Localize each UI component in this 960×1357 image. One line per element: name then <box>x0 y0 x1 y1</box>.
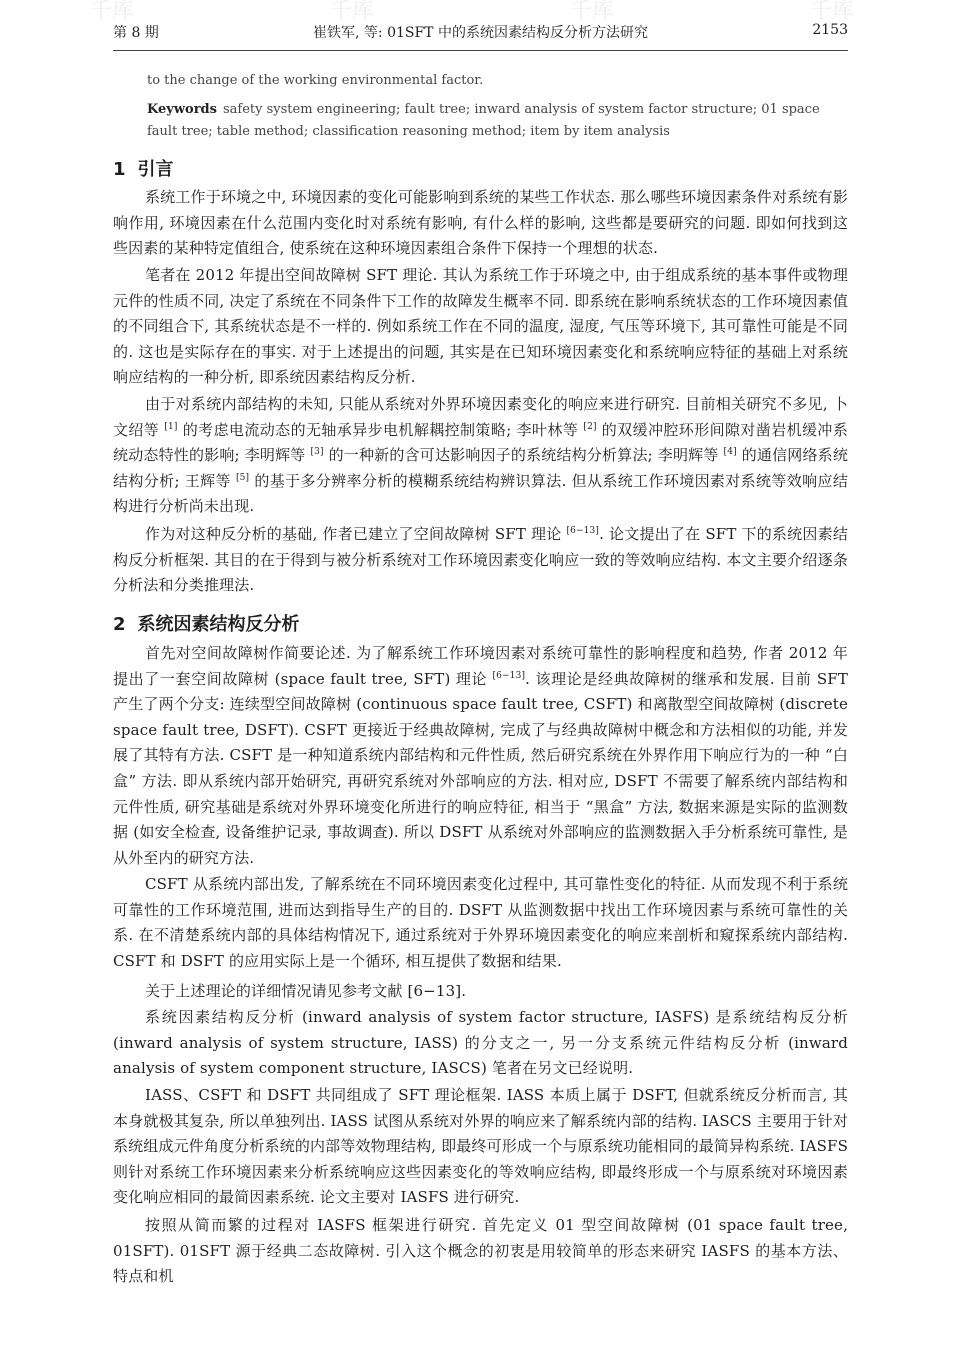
citation: [1] <box>164 421 178 432</box>
paragraph-text: 作为对这种反分析的基础, 作者已建立了空间故障树 SFT 理论 <box>145 525 567 543</box>
watermark: 千库 <box>90 0 135 24</box>
paragraph-text: 的基于多分辨率分析的模糊系统结构辨识算法. 但从系统工作环境因素对系统等效响应结构进行分析尚未出现. <box>113 471 848 516</box>
section-number: 1 <box>113 159 126 180</box>
paragraph: 系统因素结构反分析 (inward analysis of system factor structure, IASFS) 是系统结构反分析 (inward analysis of system structure, IASS) 的分支之一, 另一分支系统元件结构反分析 (inward analysis of system component structure, IASCS) 笔者在另文已经说明. <box>113 1008 848 1078</box>
header-divider <box>113 50 848 51</box>
running-title: 崔铁军, 等: 01SFT 中的系统因素结构反分析方法研究 <box>313 25 648 41</box>
paragraph: 关于上述理论的详细情况请见参考文献 [6−13]. <box>145 982 467 1000</box>
keywords-label: Keywords <box>147 102 217 117</box>
citation: [6−13] <box>492 670 526 681</box>
keywords-text: safety system engineering; fault tree; inward analysis of system factor structure; 01 space fault tree; table method; classification reasoning method; item by item analysis <box>147 102 820 139</box>
paragraph-text: 的双缓冲腔环形间隙对凿岩机缓冲系统动态特性的影响; 李明辉等 <box>113 420 848 465</box>
citation: [4] <box>723 447 737 458</box>
section-title: 引言 <box>137 159 174 180</box>
paragraph <box>113 522 848 599</box>
paragraph: IASS、CSFT 和 DSFT 共同组成了 SFT 理论框架. IASS 本质上属于 DSFT, 但就系统反分析而言, 其本身就极其复杂, 所以单独列出. IASS 试图从系统对外界的响应来了解系统内部的结构. IASCS 主要用于针对系统组成元件角度分析系统的内部等效物理结构, 即最终可形成一个与原系统功能相同的最简异构系统. IASFS 则针对系统工作环境因素来分析系统响应这些因素变化的等效响应结构, 即最终形成一个与原系统对环境因素变化响应相同的最简因素系统. 论文主要对 IASFS 进行研究. <box>113 1086 848 1207</box>
citation: [5] <box>236 472 250 483</box>
issue-label: 第 8 期 <box>113 25 159 41</box>
keywords <box>147 99 848 143</box>
paragraph-text: . 论文提出了在 SFT 下的系统因素结构反分析框架. 其目的在于得到与被分析系统对工作环境因素变化响应一致的等效响应结构. 本文主要介绍逐条分析法和分类推理法. <box>113 525 848 595</box>
section-title: 系统因素结构反分析 <box>137 614 300 635</box>
citation: [3] <box>310 447 324 458</box>
watermark: 千库 <box>330 0 375 24</box>
paragraph-text: . 该理论是经典故障树的继承和发展. 目前 SFT 产生了两个分支: 连续型空间故障树 (continuous space fault tree, CSFT) 和离散型空间故障树 (discrete space fault tree, DSFT). CSFT 更接近于经典故障树, 完成了与经典故障树中概念和方法相似的功能, 并发展了其特有方法. CSFT 是一种知道系统内部结构和元件性质, 然后研究系统在外界作用下响应行为的一种 “白盒” 方法. 即从系统内部开始研究, 再研究系统对外部响应的方法. 相对应, DSFT 不需要了解系统内部结构和元件性质, 研究基础是系统对外界环境变化所进行的响应特征, 相当于 “黑盒” 方法, 数据来源是实际的监测数据 (如安全检查, 设备维护记录, 事故调查). 所以 DSFT 从系统对外部响应的监测数据入手分析系统可靠性, 是从外至内的研究方法. <box>113 669 848 867</box>
running-header <box>113 22 848 46</box>
section-number: 2 <box>113 614 126 635</box>
paragraph-text: 首先对空间故障树作简要论述. 为了解系统工作环境因素对系统可靠性的影响程度和趋势, 作者 2012 年提出了一套空间故障树 (space fault tree, SFT) 理论 <box>113 644 848 688</box>
watermark: 千库 <box>570 0 615 24</box>
citation: [6−13] <box>566 526 600 536</box>
citation: [2] <box>583 421 597 432</box>
paragraph-text: 的考虑电流动态的无轴承异步电机解耦控制策略; 李叶林等 <box>177 420 584 439</box>
watermark: 千库 <box>810 0 855 24</box>
section-heading-2 <box>113 610 300 636</box>
paragraph: 按照从简而繁的过程对 IASFS 框架进行研究. 首先定义 01 型空间故障树 (01 space fault tree, 01SFT). 01SFT 源于经典二态故障树. 引入这个概念的初衷是用较简单的形态来研究 IASFS 的基本方法、特点和机 <box>113 1216 848 1286</box>
paragraph <box>113 641 848 871</box>
paragraph: 系统工作于环境之中, 环境因素的变化可能影响到系统的某些工作状态. 那么哪些环境因素条件对系统有影响作用, 环境因素在什么范围内变化时对系统有影响, 有什么样的影响, 这些都是要研究的问题. 即如何找到这些因素的某种特定值组合, 使系统在这种环境因素组合条件下保持一个理想的状态. <box>113 188 848 258</box>
paragraph-text: 由于对系统内部结构的未知, 只能从系统对外界环境因素变化的响应来进行研究. 目前相关研究不多见, 卜文绍等 <box>113 395 848 439</box>
paragraph <box>113 392 848 520</box>
paragraph-text: 的一种新的含可达影响因子的系统结构分析算法; 李明辉等 <box>323 446 724 465</box>
paragraph-text: 的通信网络系统结构分析; 王辉等 <box>113 446 848 490</box>
section-heading-1 <box>113 155 174 181</box>
page-number: 2153 <box>812 22 848 38</box>
paragraph: CSFT 从系统内部出发, 了解系统在不同环境因素变化过程中, 其可靠性变化的特征. 从而发现不利于系统可靠性的工作环境范围, 进而达到指导生产的目的. DSFT 从监测数据中找出工作环境因素与系统可靠性的关系. 在不清楚系统内部的具体结构情况下, 通过系统对于外界环境因素变化的响应来剖析和窥探系统内部结构. CSFT 和 DSFT 的应用实际上是一个循环, 相互提供了数据和结果. <box>113 875 848 970</box>
abstract-tail: to the change of the working environmental factor. <box>147 73 484 88</box>
paragraph: 笔者在 2012 年提出空间故障树 SFT 理论. 其认为系统工作于环境之中, 由于组成系统的基本事件或物理元件的性质不同, 决定了系统在不同条件下工作的故障发生概率不同. 即系统在影响系统状态的工作环境因素值的不同组合下, 其系统状态是不一样的. 例如系统工作在不同的温度, 湿度, 气压等环境下, 其可靠性可能是不同的. 这也是实际存在的事实. 对于上述提出的问题, 其实是在已知环境因素变化和系统响应特征的基础上对系统响应结构的一种分析, 即系统因素结构反分析. <box>113 266 848 387</box>
